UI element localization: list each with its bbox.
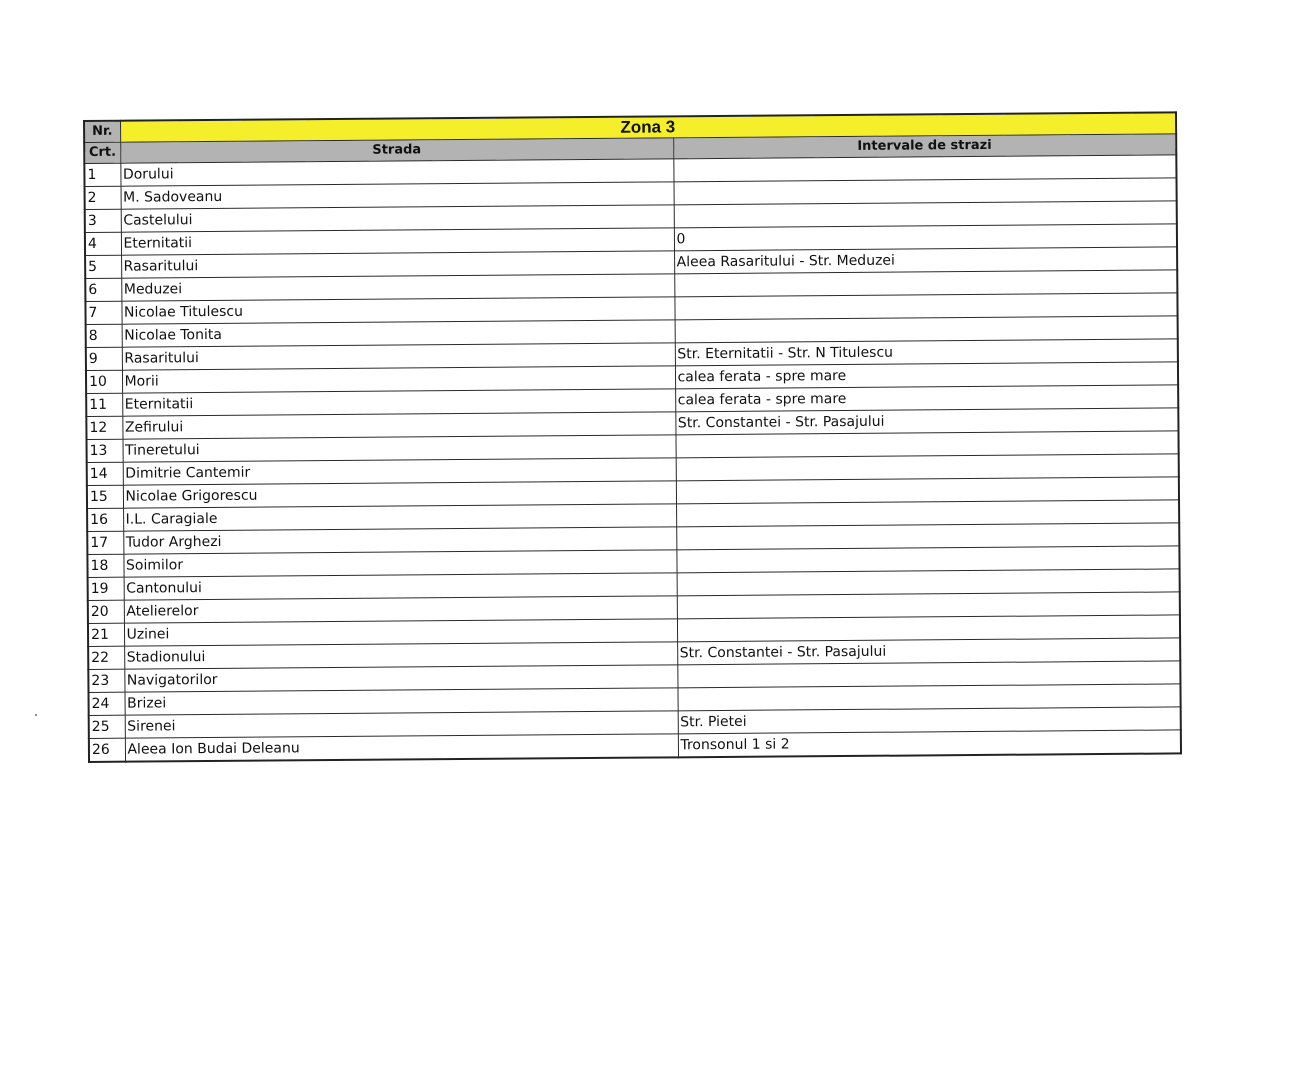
street-name-cell: Eternitatii [121, 228, 674, 255]
zone-title: Zona 3 [120, 112, 1176, 142]
row-number-cell: 21 [88, 623, 124, 646]
street-name-cell: Dorului [120, 159, 673, 186]
row-number-cell: 1 [84, 163, 120, 186]
street-name-cell: Zefirului [122, 412, 675, 439]
street-interval-cell: Aleea Rasaritului - Str. Meduzei [674, 247, 1177, 274]
row-number-cell: 3 [85, 209, 121, 232]
row-number-cell: 5 [85, 255, 121, 278]
street-interval-cell: Tronsonul 1 si 2 [678, 730, 1181, 757]
row-number-cell: 14 [87, 462, 123, 485]
street-interval-cell: Str. Constantei - Str. Pasajului [677, 638, 1180, 665]
row-number-cell: 19 [88, 577, 124, 600]
street-interval-cell: calea ferata - spre mare [675, 362, 1178, 389]
row-number-cell: 22 [88, 646, 124, 669]
row-number-cell: 10 [86, 370, 122, 393]
strada-column-header: Strada [120, 138, 673, 163]
street-name-cell: Soimilor [123, 550, 676, 577]
street-name-cell: Nicolae Titulescu [121, 297, 674, 324]
nr-header-top: Nr. [84, 121, 120, 143]
street-name-cell: Cantonului [124, 573, 677, 600]
street-interval-cell: 0 [674, 224, 1177, 251]
street-interval-cell: calea ferata - spre mare [675, 385, 1178, 412]
street-name-cell: Morii [122, 366, 675, 393]
street-name-cell: Nicolae Grigorescu [123, 481, 676, 508]
zone-streets-table [83, 111, 1182, 763]
row-number-cell: 25 [89, 715, 125, 738]
street-name-cell: Tudor Arghezi [123, 527, 676, 554]
row-number-cell: 7 [85, 301, 121, 324]
street-name-cell: Tineretului [123, 435, 676, 462]
row-number-cell: 23 [88, 669, 124, 692]
street-interval-cell: Str. Eternitatii - Str. N Titulescu [675, 339, 1178, 366]
intervale-column-header: Intervale de strazi [673, 134, 1176, 159]
street-name-cell: Sirenei [125, 711, 678, 738]
street-name-cell: Aleea Ion Budai Deleanu [125, 734, 678, 762]
table-body [84, 155, 1181, 762]
row-number-cell: 17 [87, 531, 123, 554]
street-interval-cell: Str. Constantei - Str. Pasajului [675, 408, 1178, 435]
street-interval-cell: Str. Pietei [678, 707, 1181, 734]
scan-speck [35, 714, 37, 716]
street-name-cell: Stadionului [124, 642, 677, 669]
street-name-cell: Eternitatii [122, 389, 675, 416]
row-number-cell: 8 [86, 324, 122, 347]
row-number-cell: 20 [88, 600, 124, 623]
nr-header-bottom: Crt. [84, 142, 120, 163]
row-number-cell: 13 [87, 439, 123, 462]
street-name-cell: Uzinei [124, 619, 677, 646]
row-number-cell: 12 [86, 416, 122, 439]
row-number-cell: 24 [88, 692, 124, 715]
row-number-cell: 4 [85, 232, 121, 255]
street-name-cell: Navigatorilor [124, 665, 677, 692]
row-number-cell: 6 [85, 278, 121, 301]
street-name-cell: Dimitrie Cantemir [123, 458, 676, 485]
row-number-cell: 9 [86, 347, 122, 370]
row-number-cell: 15 [87, 485, 123, 508]
street-name-cell: Rasaritului [122, 343, 675, 370]
row-number-cell: 2 [85, 186, 121, 209]
street-name-cell: Rasaritului [121, 251, 674, 278]
street-name-cell: M. Sadoveanu [121, 182, 674, 209]
street-zone-sheet [83, 111, 1180, 763]
street-name-cell: Castelului [121, 205, 674, 232]
street-name-cell: I.L. Caragiale [123, 504, 676, 531]
row-number-cell: 26 [89, 738, 125, 762]
row-number-cell: 18 [87, 554, 123, 577]
street-name-cell: Meduzei [121, 274, 674, 301]
street-name-cell: Brizei [124, 688, 677, 715]
street-name-cell: Nicolae Tonita [122, 320, 675, 347]
row-number-cell: 11 [86, 393, 122, 416]
row-number-cell: 16 [87, 508, 123, 531]
street-name-cell: Atelierelor [124, 596, 677, 623]
